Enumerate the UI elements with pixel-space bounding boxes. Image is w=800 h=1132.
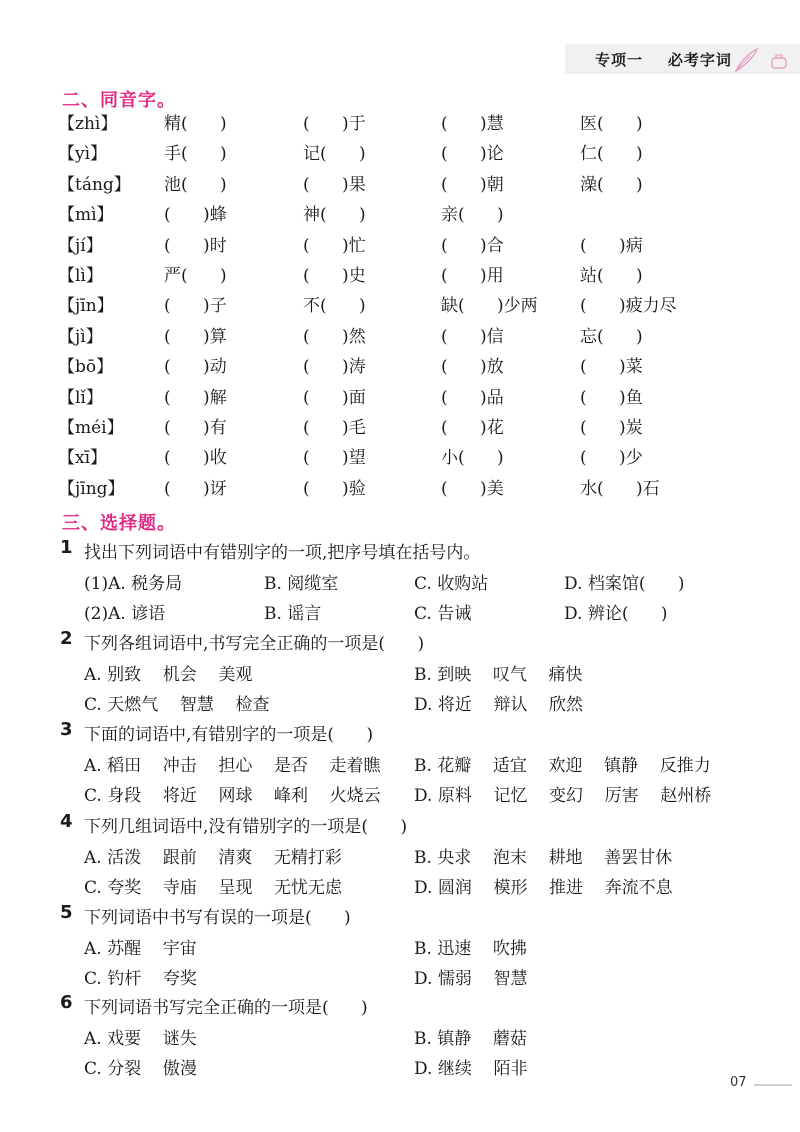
fill-blank-cell[interactable]: ( )涛 <box>303 357 366 378</box>
fill-blank-cell[interactable]: ( )花 <box>441 418 504 438</box>
pinyin-label: 【jì】 <box>58 326 103 347</box>
ink-bottle-icon <box>770 52 788 70</box>
fill-blank-cell[interactable]: 记( ) <box>303 144 366 165</box>
question-text: 下列各组词语中,书写完全正确的一项是( ) <box>84 634 425 654</box>
answer-option[interactable]: D. 继续 陌非 <box>414 1059 528 1079</box>
section-heading-choice: 三、选择题。 <box>62 513 176 534</box>
question-text: 找出下列词语中有错别字的一项,把序号填在括号内。 <box>84 543 481 563</box>
fill-blank-cell[interactable]: 不( ) <box>303 296 366 317</box>
fill-blank-cell[interactable]: ( )面 <box>303 387 366 408</box>
fill-blank-cell[interactable]: ( )病 <box>580 235 643 256</box>
fill-blank-cell[interactable]: ( )史 <box>303 266 366 286</box>
answer-option[interactable]: C. 身段 将近 网球 峰利 火烧云 <box>84 786 381 806</box>
page-number-rule <box>754 1084 792 1086</box>
fill-blank-cell[interactable]: ( )果 <box>303 174 366 195</box>
question-text: 下面的词语中,有错别字的一项是( ) <box>84 725 374 745</box>
answer-option[interactable]: B. 迅速 吹拂 <box>414 938 527 959</box>
question-number: 6 <box>60 992 73 1013</box>
fill-blank-cell[interactable]: ( )合 <box>441 235 504 256</box>
fill-blank-cell[interactable]: ( )疲力尽 <box>580 296 677 317</box>
fill-blank-cell[interactable]: ( )美 <box>441 478 504 499</box>
answer-option[interactable]: D. 将近 辩认 欣然 <box>414 695 584 715</box>
homophone-row <box>0 414 800 442</box>
homophone-row <box>0 353 800 381</box>
chapter-header <box>565 44 800 74</box>
fill-blank-cell[interactable]: 仁( ) <box>580 144 643 165</box>
homophone-row <box>0 384 800 412</box>
fill-blank-cell[interactable]: 忘( ) <box>580 326 643 347</box>
fill-blank-cell[interactable]: ( )验 <box>303 478 366 499</box>
homophone-row <box>0 292 800 320</box>
pinyin-label: 【zhì】 <box>58 114 118 134</box>
answer-option[interactable]: B. 到映 叹气 痛快 <box>414 664 583 685</box>
fill-blank-cell[interactable]: ( )信 <box>441 326 504 347</box>
answer-option[interactable]: C. 分裂 傲漫 <box>84 1059 197 1079</box>
page-number: 07 <box>730 1075 747 1090</box>
fill-blank-cell[interactable]: ( )讶 <box>164 478 227 499</box>
pinyin-label: 【lǐ】 <box>58 387 103 408</box>
pinyin-label: 【jīn】 <box>58 296 114 317</box>
section-heading-homophones: 二、同音字。 <box>62 90 176 111</box>
fill-blank-cell[interactable]: 手( ) <box>164 144 227 165</box>
fill-blank-cell[interactable]: 缺( )少两 <box>441 296 538 317</box>
homophone-row <box>0 262 800 290</box>
fill-blank-cell[interactable]: ( )鱼 <box>580 387 643 408</box>
answer-option[interactable]: B. 阅缆室 <box>264 573 339 594</box>
answer-option[interactable]: C. 夸奖 寺庙 呈现 无忧无虑 <box>84 878 343 898</box>
homophone-row <box>0 444 800 472</box>
answer-option[interactable]: D. 档案馆( ) <box>564 573 685 594</box>
pinyin-label: 【yì】 <box>58 144 108 165</box>
feather-icon <box>732 47 760 73</box>
question-number: 1 <box>60 537 73 558</box>
answer-option[interactable]: A. 活泼 跟前 清爽 无精打彩 <box>84 847 342 868</box>
fill-blank-cell[interactable]: ( )论 <box>441 144 504 165</box>
answer-option[interactable]: B. 镇静 蘑菇 <box>414 1028 527 1049</box>
fill-blank-cell[interactable]: ( )慧 <box>441 114 504 134</box>
homophone-row <box>0 201 800 229</box>
fill-blank-cell[interactable]: ( )时 <box>164 235 227 256</box>
answer-option[interactable]: A. 别致 机会 美观 <box>84 664 253 685</box>
fill-blank-cell[interactable]: ( )然 <box>303 326 366 347</box>
fill-blank-cell[interactable]: 池( ) <box>164 174 227 195</box>
fill-blank-cell[interactable]: ( )品 <box>441 387 504 408</box>
fill-blank-cell[interactable]: ( )动 <box>164 357 227 378</box>
answer-option[interactable]: A. 苏醒 宇宙 <box>84 938 197 959</box>
answer-option[interactable]: B. 央求 泡末 耕地 善罢甘休 <box>414 847 673 868</box>
answer-option[interactable]: (1)A. 税务局 <box>84 573 183 594</box>
homophone-row <box>0 475 800 503</box>
fill-blank-cell[interactable]: ( )算 <box>164 326 227 347</box>
fill-blank-cell[interactable]: ( )用 <box>441 266 504 286</box>
pinyin-label: 【jí】 <box>58 235 103 256</box>
homophone-row <box>0 232 800 260</box>
fill-blank-cell[interactable]: ( )放 <box>441 357 504 378</box>
answer-option[interactable]: D. 辨论( ) <box>564 604 668 624</box>
answer-option[interactable]: A. 戏要 谜失 <box>84 1028 197 1049</box>
pinyin-label: 【táng】 <box>58 174 131 195</box>
fill-blank-cell[interactable]: ( )少 <box>580 448 643 469</box>
answer-option[interactable]: (2)A. 谚语 <box>84 604 166 624</box>
answer-option[interactable]: A. 稻田 冲击 担心 是否 走着瞧 <box>84 755 381 776</box>
fill-blank-cell[interactable]: ( )毛 <box>303 418 366 438</box>
pinyin-label: 【jīng】 <box>58 478 125 499</box>
fill-blank-cell[interactable]: 神( ) <box>303 205 366 226</box>
question-number: 4 <box>60 811 73 832</box>
fill-blank-cell[interactable]: 亲( ) <box>441 205 504 226</box>
question-text: 下列词语中书写有误的一项是( ) <box>84 908 351 928</box>
fill-blank-cell[interactable]: ( )收 <box>164 448 227 469</box>
fill-blank-cell[interactable]: ( )炭 <box>580 418 643 438</box>
fill-blank-cell[interactable]: 站( ) <box>580 266 643 286</box>
answer-option[interactable]: B. 谣言 <box>264 604 322 624</box>
fill-blank-cell[interactable]: 精( ) <box>164 114 227 134</box>
pinyin-label: 【xī】 <box>58 448 108 469</box>
answer-option[interactable]: B. 花瓣 适宜 欢迎 镇静 反推力 <box>414 755 711 776</box>
question-number: 5 <box>60 902 73 923</box>
answer-option[interactable]: C. 天燃气 智慧 检查 <box>84 695 270 715</box>
fill-blank-cell[interactable]: ( )于 <box>303 114 366 134</box>
fill-blank-cell[interactable]: ( )朝 <box>441 174 504 195</box>
question-number: 3 <box>60 719 73 740</box>
answer-option[interactable]: D. 原料 记忆 变幻 厉害 赵州桥 <box>414 786 712 806</box>
pinyin-label: 【lì】 <box>58 266 103 286</box>
answer-option[interactable]: C. 收购站 <box>414 573 489 594</box>
question-text: 下列几组词语中,没有错别字的一项是( ) <box>84 817 408 837</box>
answer-option[interactable]: C. 钓杆 夸奖 <box>84 969 197 989</box>
answer-option[interactable]: D. 懦弱 智慧 <box>414 969 528 989</box>
fill-blank-cell[interactable]: ( )忙 <box>303 235 366 256</box>
fill-blank-cell[interactable]: 澡( ) <box>580 174 643 195</box>
homophone-row <box>0 110 800 138</box>
homophone-row <box>0 323 800 351</box>
homophone-row <box>0 171 800 199</box>
answer-option[interactable]: D. 圆润 模形 推进 奔流不息 <box>414 878 673 898</box>
fill-blank-cell[interactable]: ( )菜 <box>580 357 643 378</box>
chapter-title: 专项一 必考字词 <box>595 50 732 69</box>
fill-blank-cell[interactable]: 严( ) <box>164 266 227 286</box>
question-text: 下列词语书写完全正确的一项是( ) <box>84 998 368 1018</box>
question-number: 2 <box>60 628 73 649</box>
fill-blank-cell[interactable]: ( )望 <box>303 448 366 469</box>
fill-blank-cell[interactable]: ( )解 <box>164 387 227 408</box>
answer-option[interactable]: C. 告诫 <box>414 604 472 624</box>
fill-blank-cell[interactable]: ( )子 <box>164 296 227 317</box>
pinyin-label: 【bō】 <box>58 357 114 378</box>
fill-blank-cell[interactable]: 水( )石 <box>580 478 660 499</box>
homophone-row <box>0 140 800 168</box>
fill-blank-cell[interactable]: 小( ) <box>441 448 504 469</box>
fill-blank-cell[interactable]: 医( ) <box>580 114 643 134</box>
fill-blank-cell[interactable]: ( )有 <box>164 418 227 438</box>
fill-blank-cell[interactable]: ( )蜂 <box>164 205 227 226</box>
pinyin-label: 【mì】 <box>58 205 114 226</box>
pinyin-label: 【méi】 <box>58 418 124 438</box>
